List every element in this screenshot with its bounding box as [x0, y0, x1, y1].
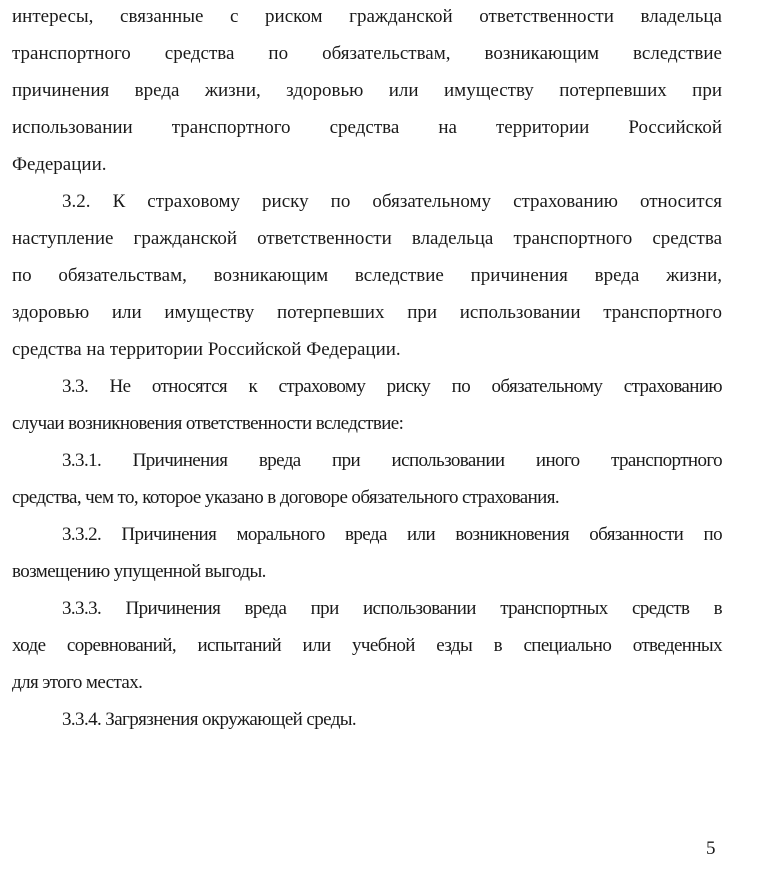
paragraph-3-3-line: 3.3. Не относятся к страховому риску по обязательному страхованию [62, 376, 722, 397]
paragraph-intro-line: Федерации. [12, 154, 107, 175]
paragraph-3-3-4-line: 3.3.4. Загрязнения окружающей среды. [62, 709, 357, 730]
paragraph-intro-line: интересы, связанные с риском гражданской ответственности владельца [12, 6, 722, 27]
paragraph-intro-line: транспортного средства по обязательствам, возникающим вследствие [12, 43, 722, 64]
page-number: 5 [706, 838, 716, 859]
paragraph-3-3-2-line: возмещению упущенной выгоды. [12, 561, 266, 582]
paragraph-3-2-line: 3.2. К страховому риску по обязательному страхованию относится [62, 191, 722, 212]
paragraph-3-2-line: здоровью или имуществу потерпевших при использовании транспортного [12, 302, 722, 323]
paragraph-3-3-3-line: ходе соревнований, испытаний или учебной езды в специально отведенных [12, 635, 722, 656]
paragraph-intro-line: причинения вреда жизни, здоровью или имуществу потерпевших при [12, 80, 722, 101]
paragraph-3-3-3-line: 3.3.3. Причинения вреда при использовании транспортных средств в [62, 598, 722, 619]
paragraph-3-2-line: средства на территории Российской Федерации. [12, 339, 401, 360]
paragraph-intro-line: использовании транспортного средства на территории Российской [12, 117, 722, 138]
paragraph-3-3-line: случаи возникновения ответственности вследствие: [12, 413, 404, 434]
paragraph-3-3-1-line: 3.3.1. Причинения вреда при использовании иного транспортного [62, 450, 722, 471]
paragraph-3-3-3-line: для этого местах. [12, 672, 143, 693]
paragraph-3-3-1-line: средства, чем то, которое указано в договоре обязательного страхования. [12, 487, 559, 508]
paragraph-3-2-line: наступление гражданской ответственности владельца транспортного средства [12, 228, 722, 249]
paragraph-3-2-line: по обязательствам, возникающим вследствие причинения вреда жизни, [12, 265, 722, 286]
paragraph-3-3-2-line: 3.3.2. Причинения морального вреда или возникновения обязанности по [62, 524, 722, 545]
